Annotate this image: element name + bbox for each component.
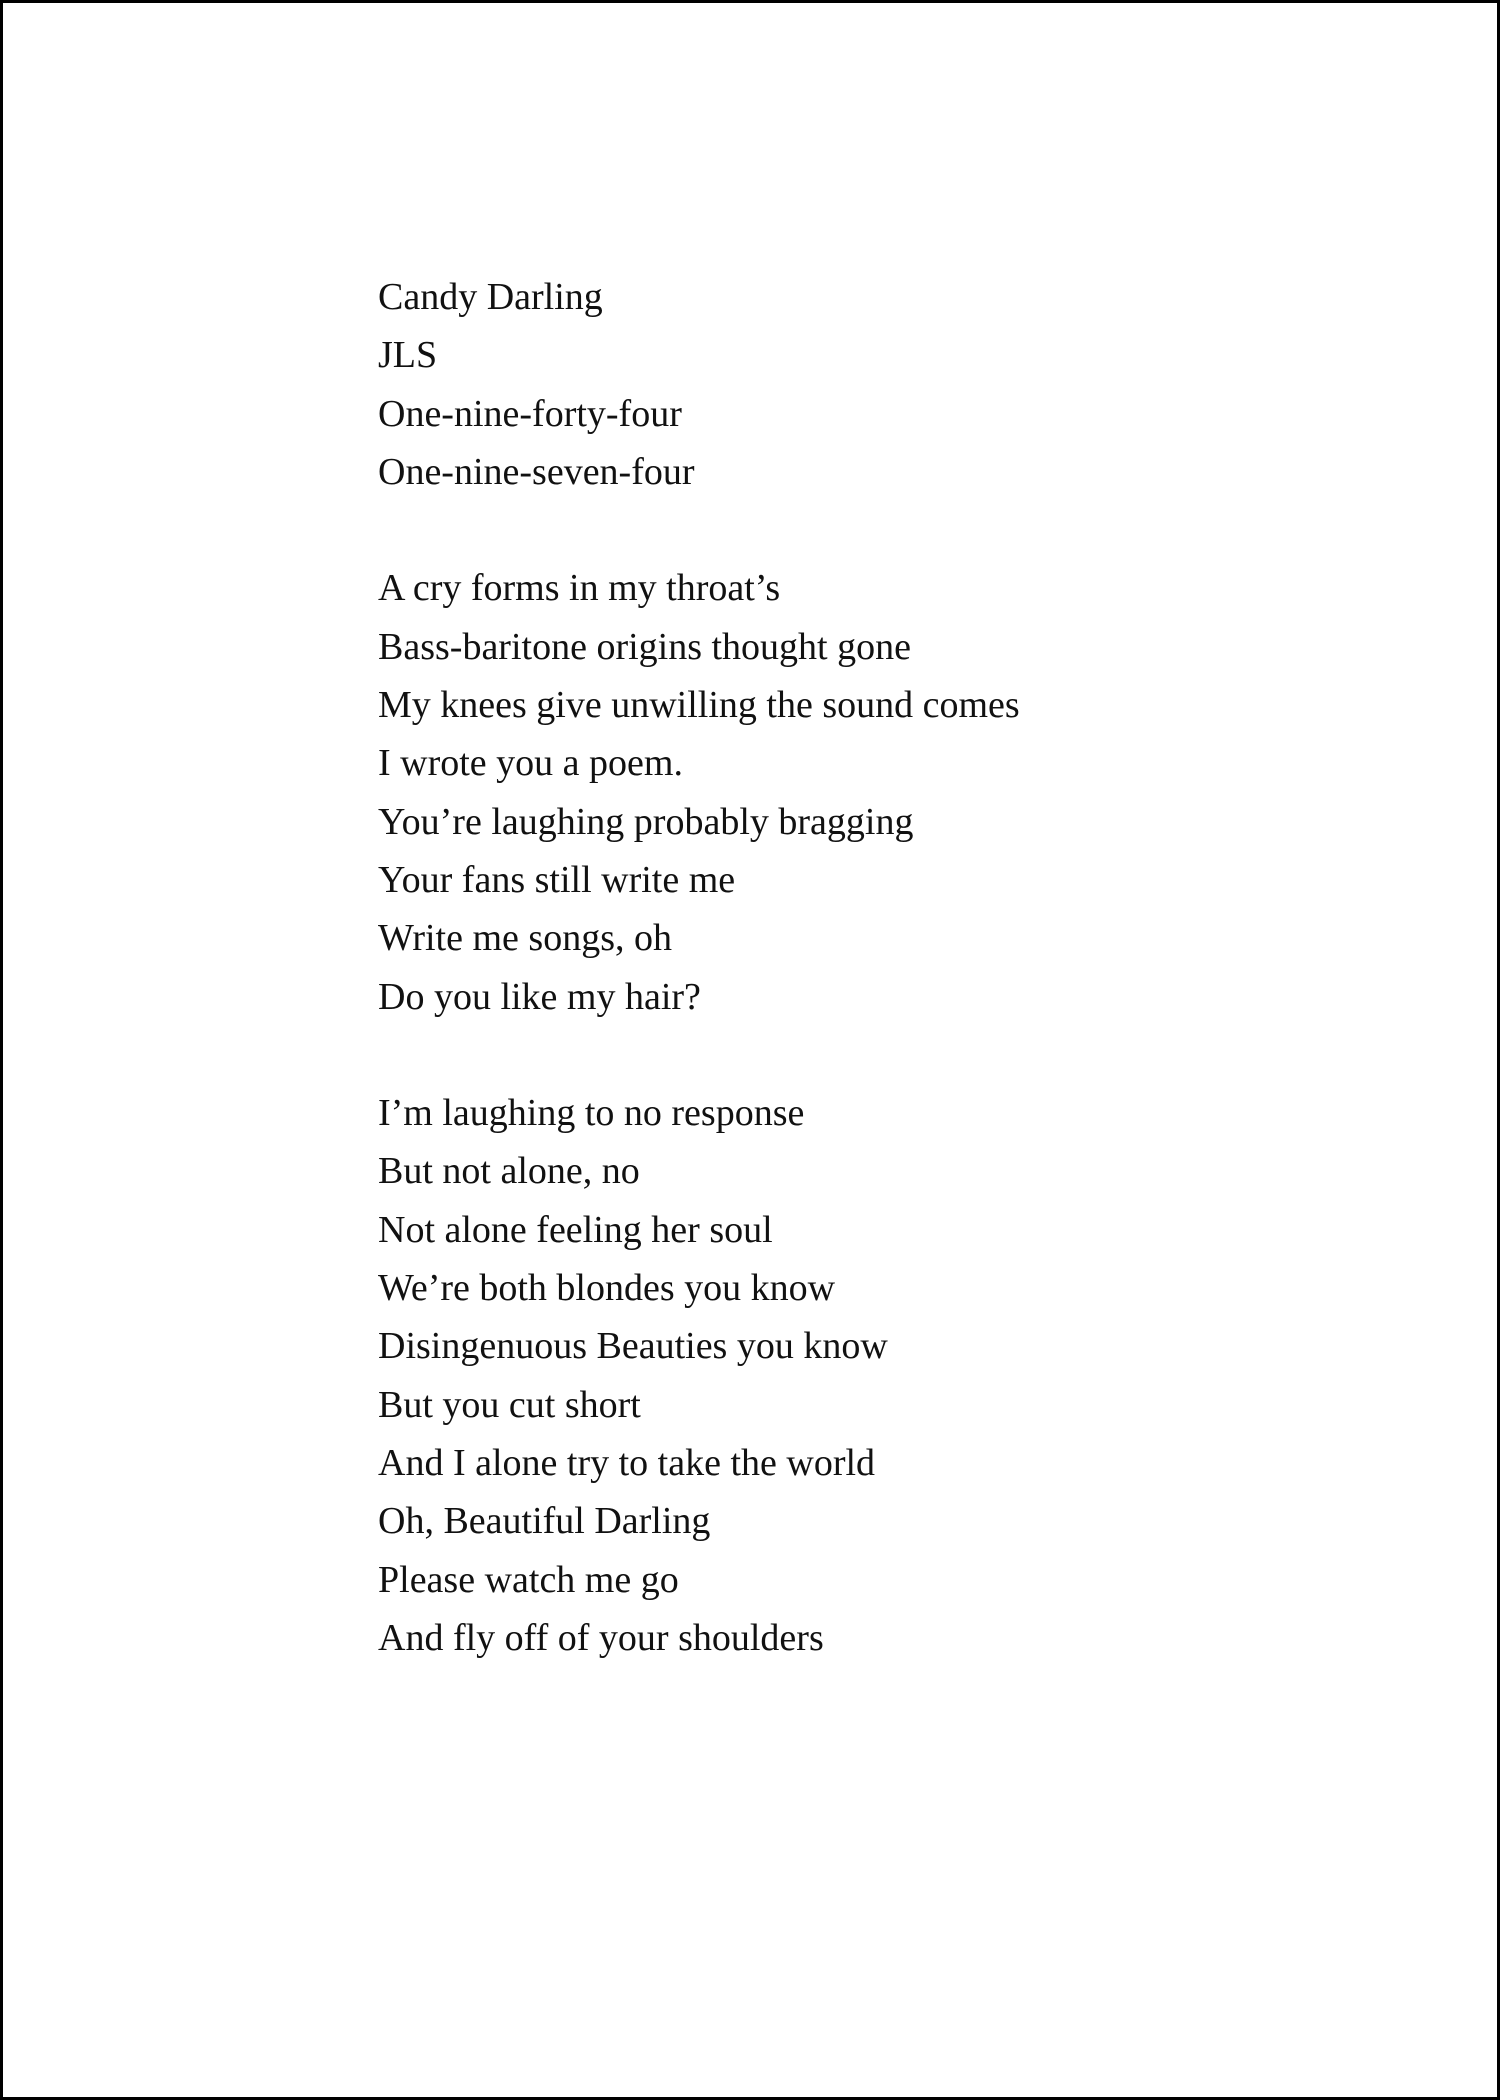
poem-line: And I alone try to take the world [378,1441,876,1484]
poem-line: You’re laughing probably bragging [378,800,914,843]
poem-line: I’m laughing to no response [378,1092,805,1135]
poem-line: Disingenuous Beauties you know [378,1325,888,1368]
poem-line: Oh, Beautiful Darling [378,1500,711,1543]
stanza-header [378,268,1378,501]
poem-line: Bass-baritone origins thought gone [378,625,911,668]
poem-line: Do you like my hair? [378,975,701,1018]
poem-line: But not alone, no [378,1150,640,1193]
poem-line: Please watch me go [378,1558,679,1601]
poem-line: Write me songs, oh [378,917,672,960]
poem-death-year: One-nine-seven-four [378,450,695,493]
poem-line: A cry forms in my throat’s [378,567,781,610]
poem-line: Not alone feeling her soul [378,1208,773,1251]
poem-line: Your fans still write me [378,858,736,901]
poem-line: My knees give unwilling the sound comes [378,684,1020,727]
stanza-2 [378,1084,1378,1667]
poem-body [378,268,1378,1667]
stanza-1 [378,559,1378,1025]
poem-line: We’re both blondes you know [378,1267,836,1310]
poem-author-initials: JLS [378,334,438,377]
poem-line: But you cut short [378,1383,641,1426]
poem-title: Candy Darling [378,276,603,318]
poem-line: I wrote you a poem. [378,742,683,785]
poem-line: And fly off of your shoulders [378,1616,824,1659]
poem-birth-year: One-nine-forty-four [378,392,682,435]
